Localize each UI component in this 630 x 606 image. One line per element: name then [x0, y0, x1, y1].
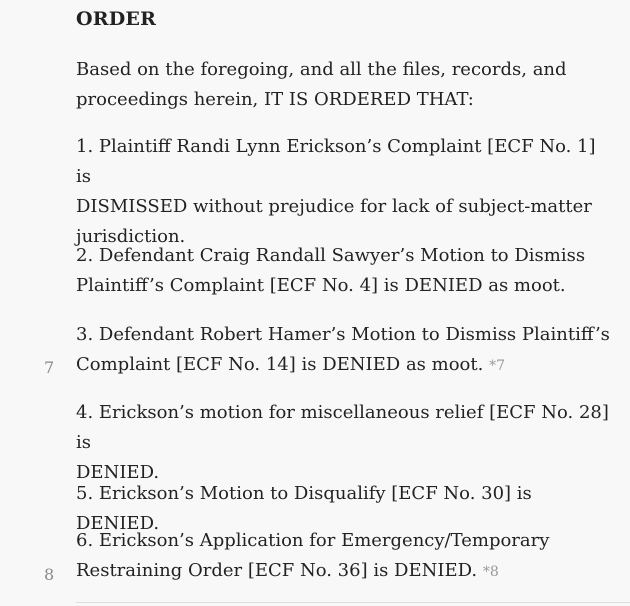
order-item-6-line-2-text: Restraining Order [ECF No. 36] is DENIED. [76, 560, 478, 581]
margin-page-number: 7 [44, 358, 55, 377]
star-page-marker: *7 [489, 358, 505, 374]
order-item-3 [76, 320, 616, 381]
intro-line-2: proceedings herein, IT IS ORDERED THAT: [76, 89, 474, 110]
order-item-2-line-2: Plaintiff’s Complaint [ECF No. 4] is DENIED as moot. [76, 275, 566, 296]
order-item-6-line-2 [76, 556, 616, 587]
order-item-4 [76, 398, 616, 488]
order-item-2-line-1: 2. Defendant Craig Randall Sawyer’s Motion to Dismiss [76, 245, 586, 266]
order-item-1-line-3: jurisdiction. [76, 226, 186, 247]
order-heading: ORDER [76, 8, 157, 30]
intro-line-1: Based on the foregoing, and all the files, records, and [76, 59, 567, 80]
intro-paragraph [76, 55, 616, 115]
order-item-6-line-1: 6. Erickson’s Application for Emergency/Temporary [76, 530, 550, 551]
order-item-3-line-2 [76, 350, 616, 381]
star-page-marker: *8 [482, 564, 499, 580]
order-item-4-line-1: 4. Erickson’s motion for miscellaneous relief [ECF No. 28] is [76, 402, 609, 453]
order-item-6 [76, 526, 616, 587]
bottom-divider [76, 602, 630, 603]
order-item-2 [76, 241, 616, 301]
order-item-5-line-1: 5. Erickson’s Motion to Disqualify [ECF No. 30] is DENIED. [76, 483, 532, 534]
order-item-1-line-2: DISMISSED without prejudice for lack of subject-matter [76, 196, 592, 217]
order-item-3-line-1: 3. Defendant Robert Hamer’s Motion to Dismiss Plaintiff’s [76, 324, 610, 345]
margin-page-number: 8 [44, 565, 55, 584]
order-item-1-line-1: 1. Plaintiff Randi Lynn Erickson’s Complaint [ECF No. 1] is [76, 136, 596, 187]
order-item-1 [76, 132, 616, 252]
order-item-3-line-2-text: Complaint [ECF No. 14] is DENIED as moot. [76, 354, 484, 375]
order-item-4-line-2: DENIED. [76, 462, 160, 483]
